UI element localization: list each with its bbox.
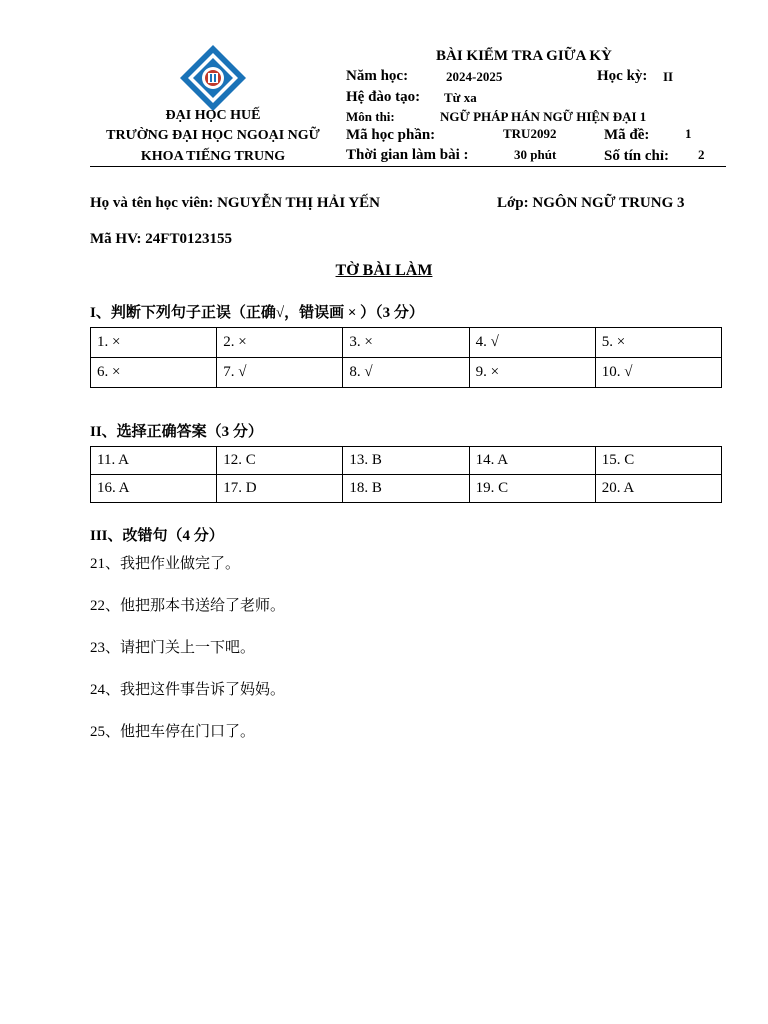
answer-cell: 20. A (595, 475, 721, 503)
answer-cell: 7. √ (217, 358, 343, 388)
answer-cell: 19. C (469, 475, 595, 503)
answer-line-21: 21、我把作业做完了。 (90, 556, 241, 572)
subject-value: NGỮ PHÁP HÁN NGỮ HIỆN ĐẠI 1 (440, 109, 647, 124)
training-label: Hệ đào tạo: (346, 89, 421, 105)
answer-cell: 13. B (343, 447, 469, 475)
table-row (91, 328, 722, 358)
answer-line-24: 24、我把这件事告诉了妈妈。 (90, 682, 286, 698)
answer-cell: 12. C (217, 447, 343, 475)
answer-cell: 9. × (469, 358, 595, 388)
answer-cell: 18. B (343, 475, 469, 503)
section2-answer-table (90, 446, 722, 503)
answer-cell: 4. √ (469, 328, 595, 358)
answer-line-22: 22、他把那本书送给了老师。 (90, 598, 286, 614)
answer-line-25: 25、他把车停在门口了。 (90, 724, 256, 740)
subject-label: Môn thi: (346, 109, 395, 124)
answer-cell: 3. × (343, 328, 469, 358)
student-id: Mã HV: 24FT0123155 (90, 231, 232, 247)
header-divider (90, 166, 726, 167)
table-row (91, 447, 722, 475)
answer-cell: 15. C (595, 447, 721, 475)
credits-label: Số tín chỉ: (604, 148, 670, 164)
table-row (91, 358, 722, 388)
exam-code-label: Mã đề: (604, 127, 650, 143)
student-name: Họ và tên học viên: NGUYỄN THỊ HẢI YẾN (90, 195, 381, 211)
answer-cell: 16. A (91, 475, 217, 503)
answer-cell: 11. A (91, 447, 217, 475)
table-row (91, 475, 722, 503)
year-value: 2024-2025 (446, 69, 503, 84)
school-name: TRƯỜNG ĐẠI HỌC NGOẠI NGỮ (106, 128, 320, 143)
training-value: Từ xa (444, 90, 477, 105)
answer-cell: 6. × (91, 358, 217, 388)
duration-label: Thời gian làm bài : (346, 147, 469, 163)
section1-heading: I、判断下列句子正误（正确√，错误画 × ）（3 分） (90, 305, 424, 321)
university-logo-icon (179, 44, 247, 112)
course-code-value: TRU2092 (503, 126, 557, 141)
section3-heading: III、改错句（4 分） (90, 528, 224, 544)
duration-value: 30 phút (514, 147, 557, 162)
faculty-name: KHOA TIẾNG TRUNG (140, 149, 286, 164)
semester-value: II (663, 69, 674, 84)
answer-cell: 14. A (469, 447, 595, 475)
university-name: ĐẠI HỌC HUẾ (165, 108, 261, 123)
answer-cell: 17. D (217, 475, 343, 503)
answer-cell: 10. √ (595, 358, 721, 388)
exam-code-value: 1 (685, 126, 692, 141)
answer-cell: 2. × (217, 328, 343, 358)
sheet-title: TỜ BÀI LÀM (335, 262, 433, 279)
student-class: Lớp: NGÔN NGỮ TRUNG 3 (497, 195, 685, 211)
credits-value: 2 (698, 147, 705, 162)
answer-cell: 1. × (91, 328, 217, 358)
answer-cell: 5. × (595, 328, 721, 358)
year-label: Năm học: (346, 68, 409, 84)
exam-title: BÀI KIỂM TRA GIỮA KỲ (436, 48, 612, 64)
semester-label: Học kỳ: (597, 68, 648, 84)
answer-line-23: 23、请把门关上一下吧。 (90, 640, 256, 656)
section1-answer-table (90, 327, 722, 388)
section2-heading: II、选择正确答案（3 分） (90, 424, 263, 440)
answer-cell: 8. √ (343, 358, 469, 388)
course-code-label: Mã học phần: (346, 127, 436, 143)
